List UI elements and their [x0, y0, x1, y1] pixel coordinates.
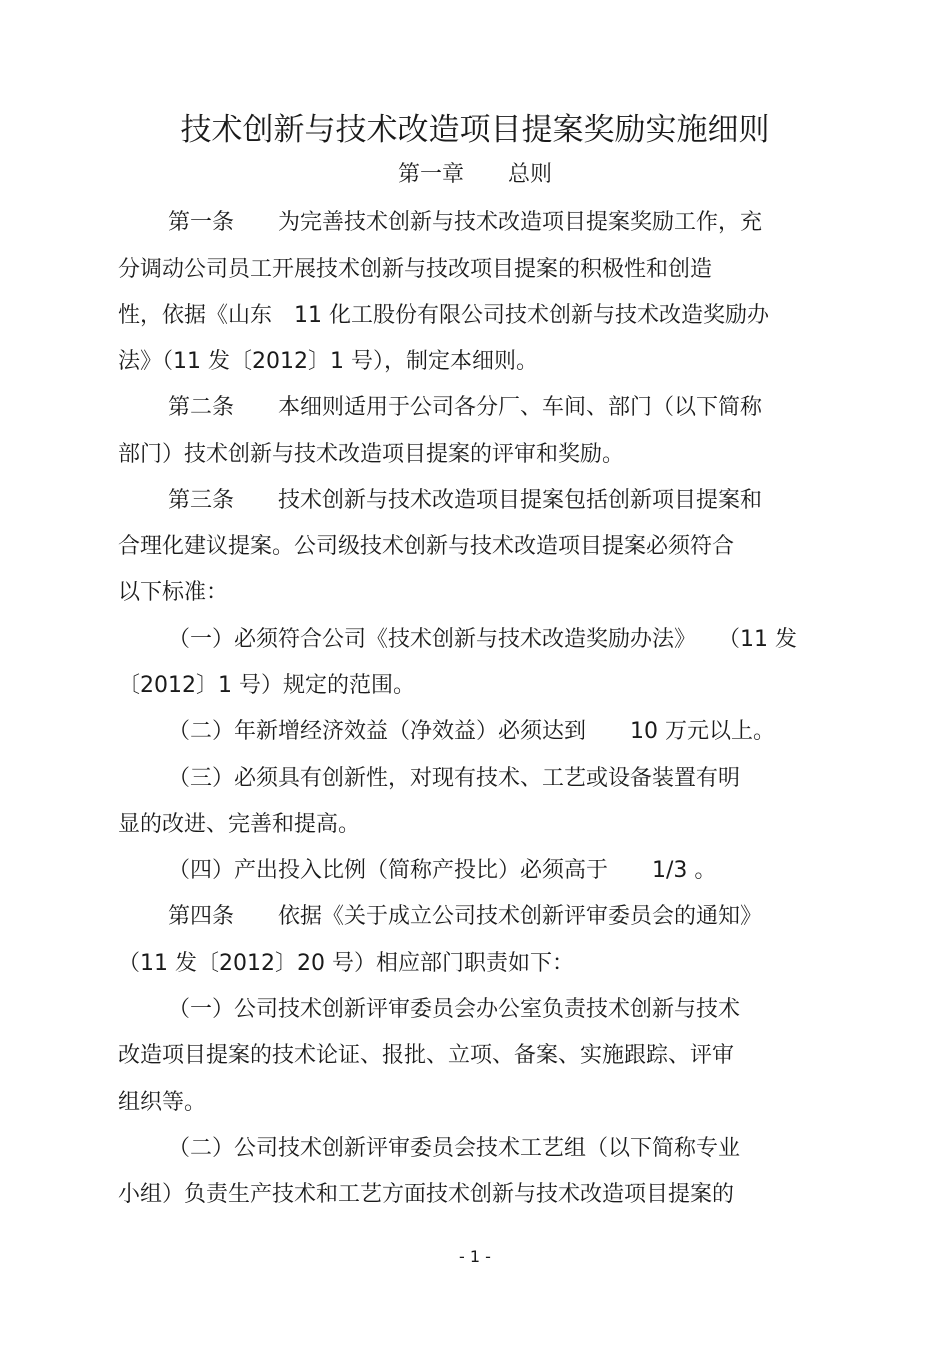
text-line: 第四条 依据《关于成立公司技术创新评审委员会的通知》	[168, 904, 763, 929]
text-line: 分调动公司员工开展技术创新与技改项目提案的积极性和创造	[118, 257, 713, 282]
text-line: 第一条 为完善技术创新与技术改造项目提案奖励工作，充	[168, 210, 763, 235]
text-line: 第三条 技术创新与技术改造项目提案包括创新项目提案和	[168, 488, 763, 513]
text-line: 第二条 本细则适用于公司各分厂、车间、部门（以下简称	[168, 395, 763, 420]
text-line: （三）必须具有创新性，对现有技术、工艺或设备装置有明	[168, 766, 741, 791]
text-line: 合理化建议提案。公司级技术创新与技术改造项目提案必须符合	[118, 534, 735, 559]
text-line: 性，依据《山东 11 化工股份有限公司技术创新与技术改造奖励办	[118, 303, 769, 328]
text-line: （四）产出投入比例（简称产投比）必须高于 1/3 。	[168, 858, 717, 883]
text-line: （二）公司技术创新评审委员会技术工艺组（以下简称专业	[168, 1136, 741, 1161]
text-line: 组织等。	[118, 1090, 207, 1115]
chapter-heading: 第一章 总则	[397, 162, 552, 187]
text-line: 改造项目提案的技术论证、报批、立项、备案、实施跟踪、评审	[118, 1043, 735, 1068]
text-line: 法》（11 发〔2012〕1 号），制定本细则。	[118, 349, 538, 374]
text-line: 〔2012〕1 号）规定的范围。	[118, 673, 415, 698]
text-line: 显的改进、完善和提高。	[118, 812, 361, 837]
text-line: （一）必须符合公司《技术创新与技术改造奖励办法》 （11 发	[168, 627, 797, 652]
document-title: 技术创新与技术改造项目提案奖励实施细则	[180, 112, 770, 148]
text-line: （一）公司技术创新评审委员会办公室负责技术创新与技术	[168, 997, 741, 1022]
text-line: 部门）技术创新与技术改造项目提案的评审和奖励。	[118, 442, 625, 467]
text-line: 小组）负责生产技术和工艺方面技术创新与技术改造项目提案的	[118, 1182, 735, 1207]
text-line: 以下标准：	[118, 580, 229, 605]
text-line: （二）年新增经济效益（净效益）必须达到 10 万元以上。	[168, 719, 775, 744]
text-line: （11 发〔2012〕20 号）相应部门职责如下：	[118, 951, 574, 976]
page-number: - 1 -	[459, 1247, 491, 1266]
